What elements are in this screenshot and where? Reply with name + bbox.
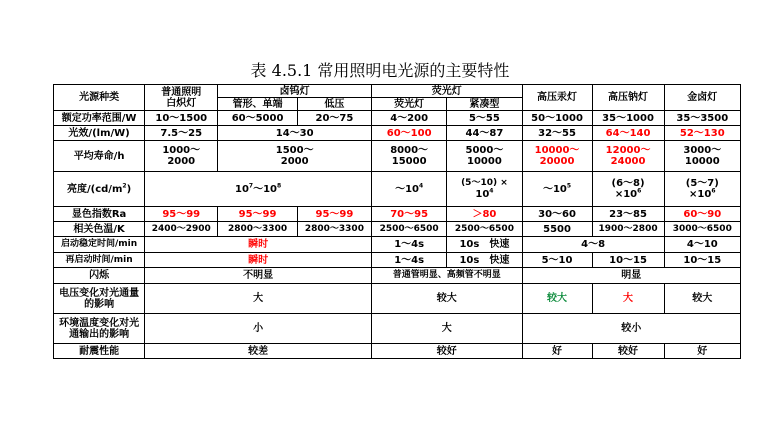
col-header-halogen-low: 低压 (297, 98, 371, 111)
cell-power-fluor-compact: 5～55 (447, 111, 522, 126)
lum-c13-base: 10 (234, 183, 249, 195)
cell-life-sodium (592, 141, 664, 172)
cell-flicker-fluorescent: 普通管明显、高频管不明显 (372, 268, 523, 284)
cell-cct-fluor-compact: 2500～6500 (447, 222, 522, 237)
cell-life-metal-halide (664, 141, 740, 172)
table-row-power (54, 111, 741, 126)
cell-shock-fluorescent: 较好 (372, 344, 523, 359)
cell-life-halogen (218, 141, 372, 172)
row-label-luminance-text: 亮度/(cd/m (67, 183, 123, 195)
lum-c7-exp: 6 (637, 187, 642, 195)
cell-cct-fluor-tube: 2500～6500 (372, 222, 447, 237)
cell-life-halogen-l1: 1500～ (275, 145, 314, 156)
cell-life-incandescent-l2: 2000 (167, 156, 196, 167)
cell-cct-incandescent: 2400～2900 (145, 222, 218, 237)
col-header-fluorescent: 荧光灯 (372, 85, 523, 98)
cell-luminance-metal-halide (664, 172, 740, 207)
cell-shock-mercury: 好 (522, 344, 592, 359)
cell-shock-metal-halide: 好 (664, 344, 740, 359)
col-header-incandescent-line1: 普通照明 (161, 86, 202, 98)
cell-cri-incandescent: 95～99 (145, 207, 218, 222)
cell-power-metal-halide: 35～3500 (664, 111, 740, 126)
cell-voltage-incandescent-halogen: 大 (145, 284, 372, 314)
cell-life-fluor-compact-l2: 10000 (467, 156, 502, 167)
lum-c5-base: 10 (475, 189, 490, 200)
cell-power-fluor-tube: 4～200 (372, 111, 447, 126)
lum-c8-exp: 6 (711, 187, 716, 195)
cell-luminance-fluor-tube (372, 172, 447, 207)
row-label-voltage: 电压变化对光通量的影响 (54, 284, 145, 314)
table-row-shock (54, 344, 741, 359)
col-header-halogen-tube: 管形、单端 (218, 98, 298, 111)
cell-efficacy-halogen: 14～30 (218, 126, 372, 141)
table-row-cct (54, 222, 741, 237)
cell-life-mercury-l1: 10000～ (534, 145, 580, 156)
row-label-cct: 相关色温/K (54, 222, 145, 237)
cell-cct-halogen-low: 2800～3300 (297, 222, 371, 237)
cell-start-incandescent-halogen: 瞬时 (145, 237, 372, 253)
cell-restart-mercury: 5～10 (522, 253, 592, 268)
cell-life-metal-halide-l2: 10000 (684, 156, 720, 167)
cell-luminance-incandescent-halogen (145, 172, 372, 207)
lum-c4-pre: ～10 (395, 183, 420, 195)
col-header-halogen: 卤钨灯 (218, 85, 372, 98)
cell-cri-sodium: 23～85 (592, 207, 664, 222)
cell-start-fluor-compact: 10s 快速 (447, 237, 522, 253)
cell-life-sodium-l2: 24000 (610, 156, 646, 167)
col-header-fluor-tube: 荧光灯 (372, 98, 447, 111)
table-row-flicker (54, 268, 741, 284)
cell-life-fluor-tube-l2: 15000 (391, 156, 427, 167)
cell-life-incandescent (145, 141, 218, 172)
table-title: 表 4.5.1 常用照明电光源的主要特性 (250, 61, 510, 80)
row-label-luminance (54, 172, 145, 207)
cell-shock-incandescent-halogen: 较差 (145, 344, 372, 359)
cell-voltage-mercury: 较大 (522, 284, 592, 314)
row-label-restart: 再启动时间/min (54, 253, 145, 268)
lum-c13-mid: ～10 (253, 183, 278, 195)
lum-c7-pre: ×10 (614, 189, 638, 200)
table-row-cri (54, 207, 741, 222)
table-row-start (54, 237, 741, 253)
cell-power-halogen-tube: 60～5000 (218, 111, 298, 126)
cell-efficacy-mercury: 32～55 (522, 126, 592, 141)
cell-temperature-fluorescent: 大 (372, 314, 523, 344)
cell-life-fluor-tube (372, 141, 447, 172)
row-label-cri: 显色指数Ra (54, 207, 145, 222)
lum-c5-exp: 4 (489, 187, 494, 195)
row-label-life: 平均寿命/h (54, 141, 145, 172)
cell-temperature-incandescent-halogen: 小 (145, 314, 372, 344)
cell-shock-sodium: 较好 (592, 344, 664, 359)
table-row-luminance (54, 172, 741, 207)
cell-cri-metal-halide: 60～90 (664, 207, 740, 222)
cell-voltage-sodium: 大 (592, 284, 664, 314)
cell-cri-fluor-compact: ＞80 (447, 207, 522, 222)
lum-c8-top: (5～7) (685, 178, 719, 189)
cell-start-mercury-sodium: 4～8 (522, 237, 664, 253)
cell-voltage-metal-halide: 较大 (664, 284, 740, 314)
table-row-restart (54, 253, 741, 268)
cell-power-halogen-low: 20～75 (297, 111, 371, 126)
row-label-power: 额定功率范围/W (54, 111, 145, 126)
cell-restart-fluor-tube: 1～4s (372, 253, 447, 268)
table-row-temperature (54, 314, 741, 344)
cell-start-metal-halide: 4～10 (664, 237, 740, 253)
row-label-shock: 耐震性能 (54, 344, 145, 359)
col-header-fluor-compact: 紧凑型 (447, 98, 522, 111)
table-row-voltage (54, 284, 741, 314)
row-label-start: 启动稳定时间/min (54, 237, 145, 253)
cell-flicker-hid: 明显 (522, 268, 740, 284)
cell-efficacy-incandescent: 7.5～25 (145, 126, 218, 141)
cell-cct-sodium: 1900～2800 (592, 222, 664, 237)
col-header-mercury: 高压汞灯 (522, 85, 592, 111)
cell-cct-mercury: 5500 (522, 222, 592, 237)
lum-c8-pre: ×10 (689, 189, 712, 200)
row-header-label: 光源种类 (54, 85, 145, 111)
cell-cri-halogen-tube: 95～99 (218, 207, 298, 222)
lum-c6-pre: ～10 (542, 183, 567, 195)
lum-c5-top: (5～10) × (461, 178, 508, 188)
row-label-temperature: 环境温度变化对光通输出的影响 (54, 314, 145, 344)
row-label-flicker: 闪烁 (54, 268, 145, 284)
row-label-luminance-end: ) (126, 183, 132, 195)
light-source-properties-table (53, 84, 741, 359)
lum-c13-exp2: 8 (277, 182, 282, 190)
col-header-incandescent (145, 85, 218, 111)
cell-power-mercury: 50～1000 (522, 111, 592, 126)
cell-cri-halogen-low: 95～99 (297, 207, 371, 222)
table-row-life (54, 141, 741, 172)
cell-life-sodium-l1: 12000～ (605, 145, 651, 156)
cell-efficacy-fluor-compact: 44～87 (447, 126, 522, 141)
cell-life-fluor-tube-l1: 8000～ (390, 145, 429, 156)
lum-c13-exp1: 7 (248, 182, 254, 190)
cell-voltage-fluorescent: 较大 (372, 284, 523, 314)
cell-restart-metal-halide: 10～15 (664, 253, 740, 268)
cell-restart-sodium: 10～15 (592, 253, 664, 268)
col-header-metal-halide: 金卤灯 (664, 85, 740, 111)
lum-c7-top: (6～8) (611, 178, 645, 189)
cell-life-halogen-l2: 2000 (280, 156, 309, 167)
cell-life-mercury-l2: 20000 (539, 156, 575, 167)
col-header-sodium: 高压钠灯 (592, 85, 664, 111)
lum-c4-exp: 4 (419, 182, 424, 190)
cell-start-fluor-tube: 1～4s (372, 237, 447, 253)
cell-temperature-hid: 较小 (522, 314, 740, 344)
table-row-efficacy (54, 126, 741, 141)
cell-cct-halogen-tube: 2800～3300 (218, 222, 298, 237)
cell-restart-fluor-compact: 10s 快速 (447, 253, 522, 268)
row-label-efficacy: 光效/(lm/W) (54, 126, 145, 141)
row-label-luminance-sup: 2 (122, 182, 127, 190)
cell-luminance-sodium (592, 172, 664, 207)
cell-life-fluor-compact (447, 141, 522, 172)
cell-life-metal-halide-l1: 3000～ (683, 145, 722, 156)
header-row-1 (54, 85, 741, 98)
cell-power-sodium: 35～1000 (592, 111, 664, 126)
cell-efficacy-sodium: 64～140 (592, 126, 664, 141)
lum-c6-exp: 5 (566, 182, 572, 190)
cell-life-incandescent-l1: 1000～ (162, 145, 201, 156)
cell-life-mercury (522, 141, 592, 172)
cell-cri-mercury: 30～60 (522, 207, 592, 222)
cell-power-incandescent: 10～1500 (145, 111, 218, 126)
cell-cri-fluor-tube: 70～95 (372, 207, 447, 222)
cell-efficacy-fluor-tube: 60～100 (372, 126, 447, 141)
cell-life-fluor-compact-l1: 5000～ (465, 145, 504, 156)
cell-efficacy-metal-halide: 52～130 (664, 126, 740, 141)
cell-flicker-incandescent-halogen: 不明显 (145, 268, 372, 284)
cell-luminance-fluor-compact (447, 172, 522, 207)
cell-restart-incandescent-halogen: 瞬时 (145, 253, 372, 268)
col-header-incandescent-line2: 白炽灯 (166, 97, 197, 109)
cell-luminance-mercury (522, 172, 592, 207)
cell-cct-metal-halide: 3000～6500 (664, 222, 740, 237)
